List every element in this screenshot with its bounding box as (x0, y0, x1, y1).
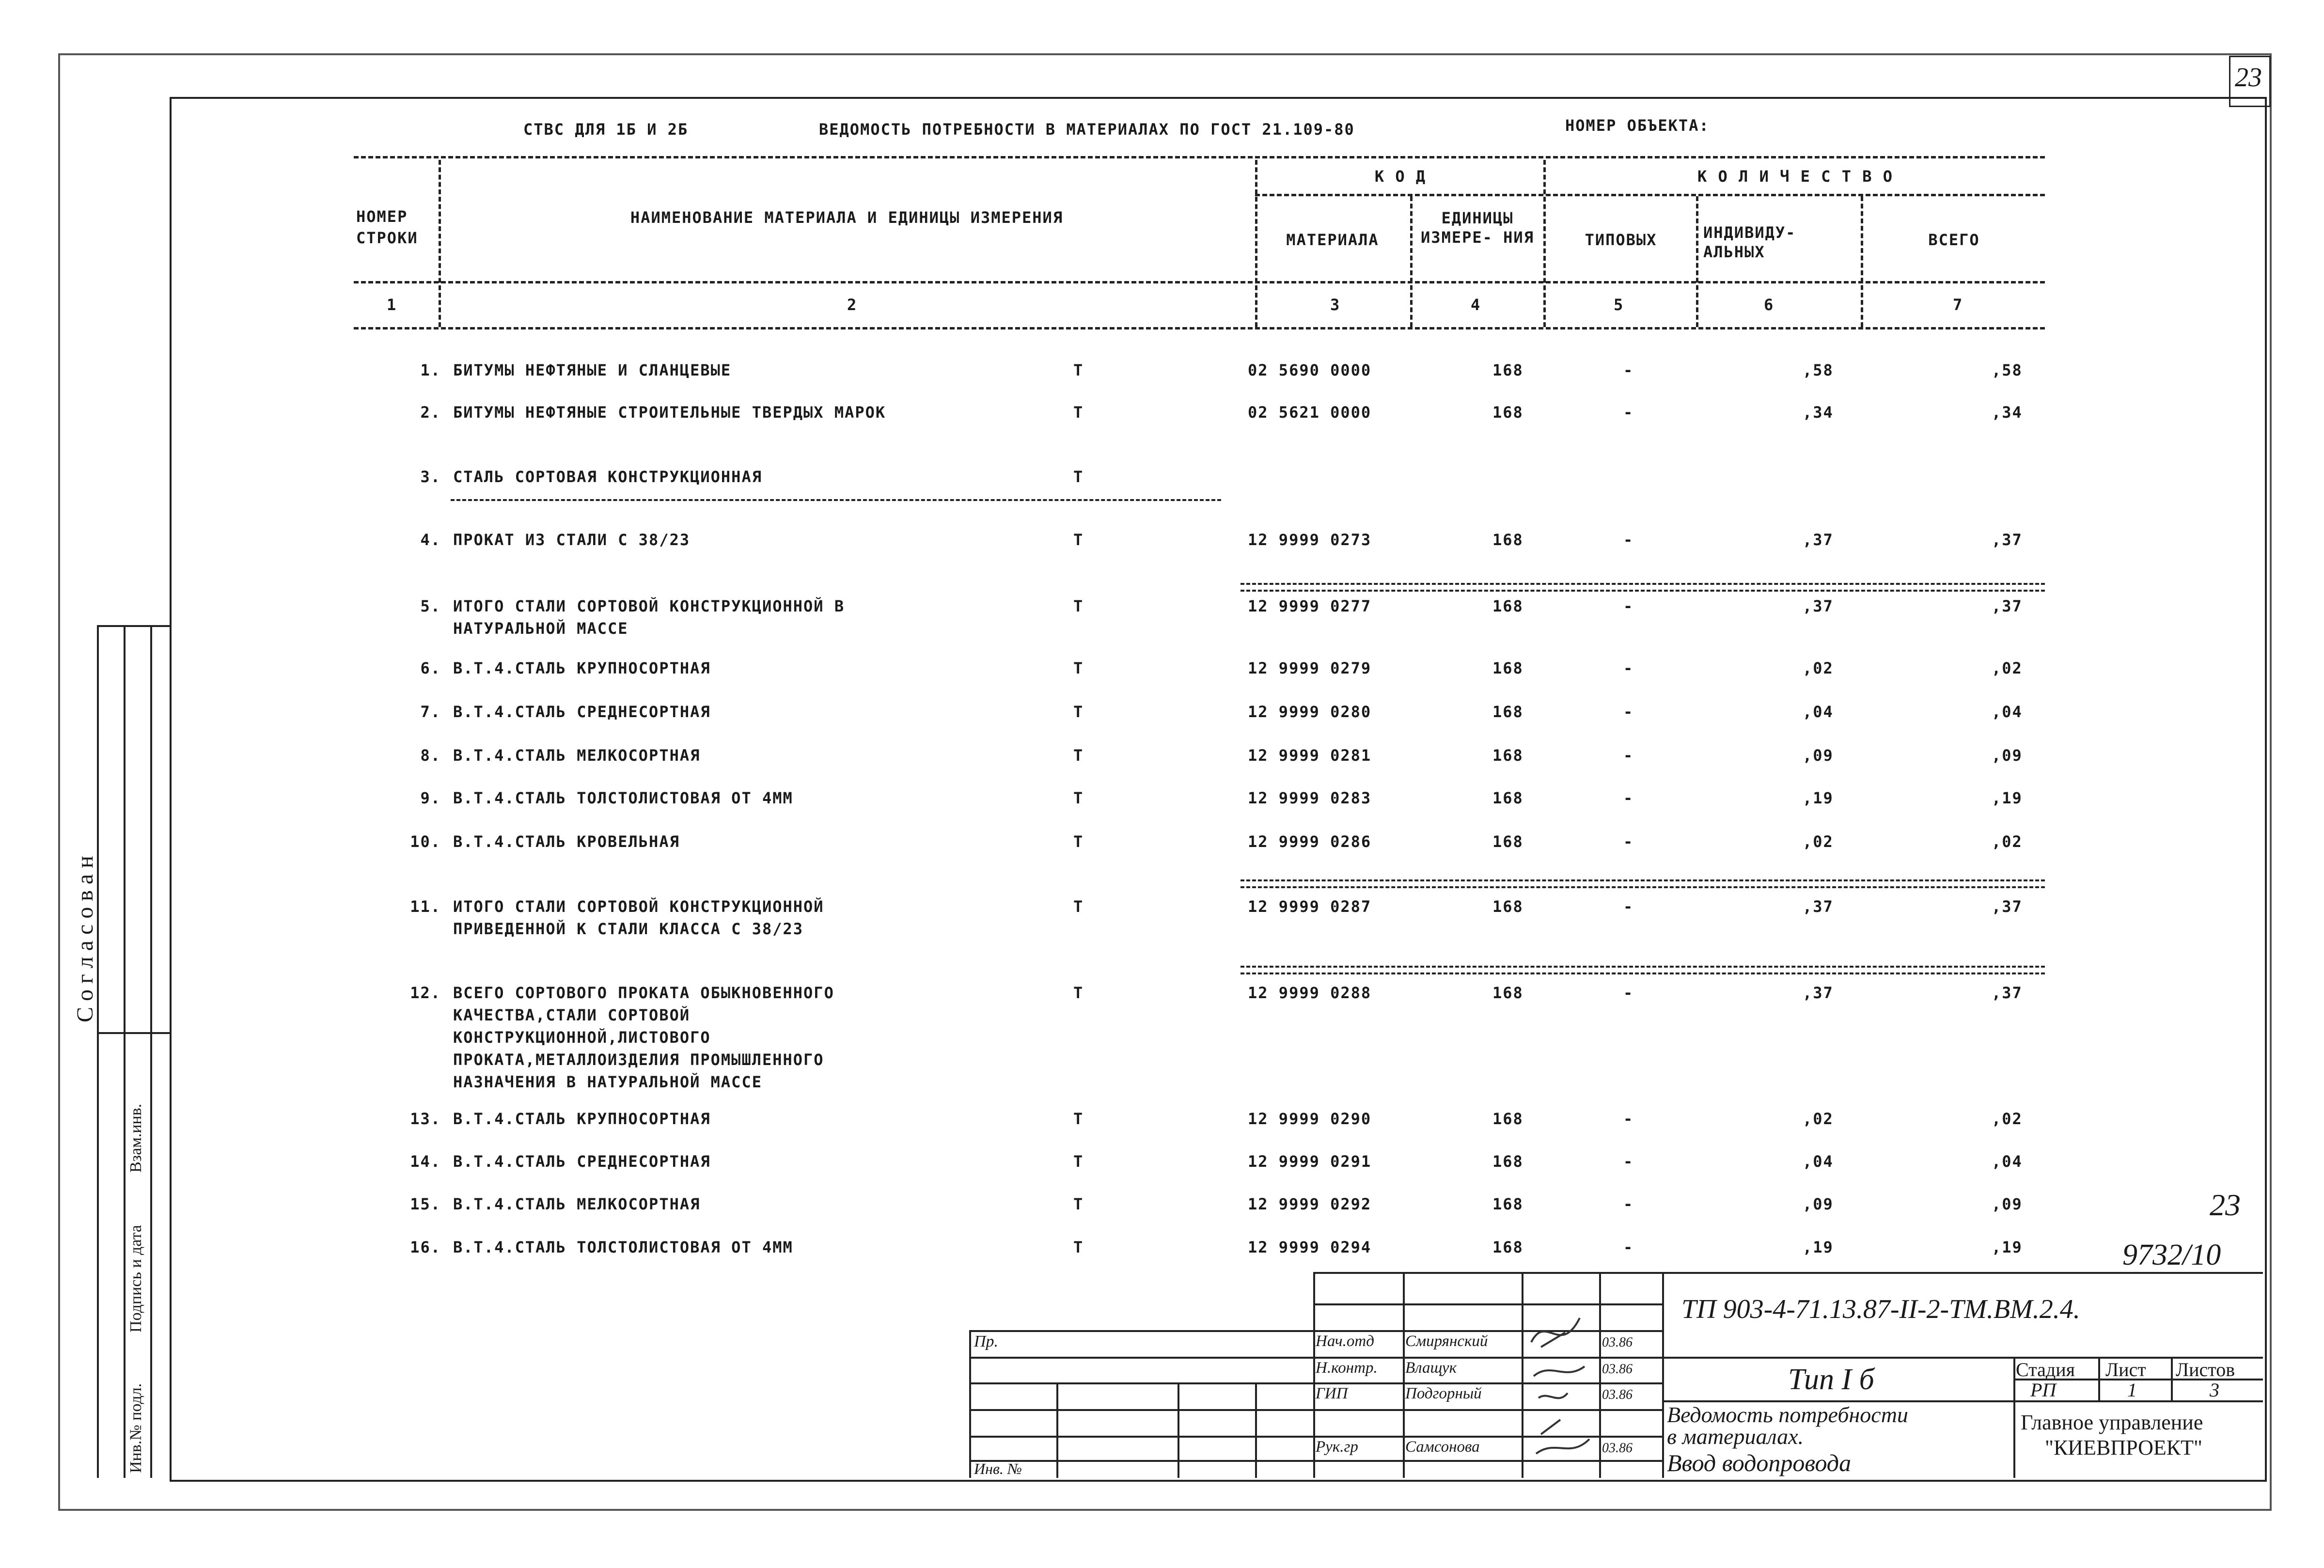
stamp-role-2: Н.контр. (1316, 1359, 1378, 1377)
col-num-2: 2 (847, 296, 858, 314)
row-unit-letter: Т (1073, 597, 1084, 615)
row-number: 14. (410, 1152, 441, 1171)
side-agreed-label: С о г л а с о в а н (72, 856, 98, 1022)
stamp-sheets-value: 3 (2210, 1379, 2219, 1401)
row-material-code: 02 5621 0000 (1248, 403, 1372, 422)
row-name-line: В.Т.4.СТАЛЬ КРУПНОСОРТНАЯ (453, 659, 711, 677)
row-typical: - (1623, 1152, 1634, 1171)
row-typical: - (1623, 746, 1634, 765)
row-name-line: ВСЕГО СОРТОВОГО ПРОКАТА ОБЫКНОВЕННОГО (453, 984, 834, 1002)
header-left: СТВС ДЛЯ 1Б И 2Б (523, 120, 689, 139)
col-individual-header: ИНДИВИДУ- АЛЬНЫХ (1703, 223, 1796, 261)
page-number: 23 (2235, 63, 2262, 93)
total-sep-11 (1241, 879, 2045, 888)
row-typical: - (1623, 703, 1634, 721)
row-total: ,37 (1992, 597, 2023, 615)
row-number: 9. (420, 789, 441, 807)
row-material-code: 12 9999 0286 (1248, 832, 1372, 851)
stamp-stage-value: РП (2030, 1379, 2057, 1401)
row-individual: ,02 (1803, 1110, 1834, 1128)
signature-4 (1536, 1420, 1589, 1454)
row-individual: ,37 (1803, 897, 1834, 916)
code-group-line (1255, 194, 2045, 196)
row-unit-letter: Т (1073, 746, 1084, 765)
stamp-v9 (2013, 1357, 2015, 1478)
stamp-inv-label: Инв. № (974, 1460, 1022, 1477)
side-sign-label: Подпись и дата (127, 1225, 145, 1333)
row-typical: - (1623, 984, 1634, 1002)
col-typical-header: ТИПОВЫХ (1585, 231, 1657, 249)
stamp-row-a (1313, 1303, 1662, 1305)
row-number: 2. (420, 403, 441, 422)
side-inv-label: Инв.№ подл. (127, 1383, 145, 1473)
row-typical: - (1623, 1238, 1634, 1256)
row-unit-letter: Т (1073, 1110, 1084, 1128)
row-total: ,04 (1992, 1152, 2023, 1171)
row-number: 12. (410, 984, 441, 1002)
row-name-line: КАЧЕСТВА,СТАЛИ СОРТОВОЙ (453, 1006, 691, 1024)
signature-3 (1539, 1393, 1568, 1398)
col-material-header: МАТЕРИАЛА (1286, 231, 1379, 249)
row-unit-letter: Т (1073, 789, 1084, 807)
stamp-name-1: Смирянский (1405, 1333, 1488, 1350)
row-number: 5. (420, 597, 441, 615)
row-material-code: 12 9999 0281 (1248, 746, 1372, 765)
col-num-5: 5 (1614, 296, 1624, 314)
row-number: 16. (410, 1238, 441, 1256)
row-material-code: 12 9999 0294 (1248, 1238, 1372, 1256)
row-typical: - (1623, 1195, 1634, 1213)
header-object-label: НОМЕР ОБЪЕКТА: (1565, 116, 1710, 135)
row-unit-code: 168 (1492, 1110, 1523, 1128)
row-name-line: ПРОКАТА,МЕТАЛЛОИЗДЕЛИЯ ПРОМЫШЛЕННОГО (453, 1051, 824, 1069)
row-unit-code: 168 (1492, 597, 1523, 615)
row-unit-code: 168 (1492, 897, 1523, 916)
stamp-sheet-header: Лист (2105, 1359, 2146, 1380)
row-total: ,37 (1992, 531, 2023, 549)
side-strip-top (97, 625, 170, 627)
row-total: ,02 (1992, 659, 2023, 677)
stamp-top (1313, 1272, 2263, 1274)
row-typical: - (1623, 832, 1634, 851)
row-individual: ,02 (1803, 832, 1834, 851)
margin-sheet-note: 23 (2210, 1188, 2241, 1222)
row-number: 1. (420, 361, 441, 379)
row-total: ,04 (1992, 703, 2023, 721)
col-total-header: ВСЕГО (1928, 231, 1980, 249)
row-typical: - (1623, 897, 1634, 916)
row-material-code: 12 9999 0292 (1248, 1195, 1372, 1213)
stamp-name-2: Влащук (1405, 1359, 1457, 1377)
row-material-code: 12 9999 0288 (1248, 984, 1372, 1002)
row-name-line: КОНСТРУКЦИОННОЙ,ЛИСТОВОГО (453, 1028, 711, 1047)
row-individual: ,19 (1803, 789, 1834, 807)
stamp-title-line-1: Ведомость потребности (1667, 1402, 1908, 1427)
stamp-date-3: 03.86 (1602, 1387, 1633, 1402)
stamp-title-line-2: в материалах. (1667, 1424, 1804, 1449)
margin-number-note: 9732/10 (2122, 1239, 2221, 1271)
col-num-4: 4 (1471, 296, 1481, 314)
stamp-org-line-2: "КИЕВПРОЕКТ" (2045, 1436, 2202, 1459)
stamp-v3 (1255, 1382, 1257, 1478)
row-individual: ,09 (1803, 746, 1834, 765)
stamp-v8 (1662, 1272, 1664, 1478)
stamp-role-1: Нач.отд (1316, 1333, 1374, 1350)
side-strip-line-2 (124, 625, 126, 1478)
row-material-code: 12 9999 0287 (1248, 897, 1372, 916)
row-individual: ,37 (1803, 597, 1834, 615)
col-sep-3 (1410, 196, 1413, 327)
stamp-v7 (1599, 1272, 1601, 1478)
row-material-code: 12 9999 0273 (1248, 531, 1372, 549)
signature-1 (1531, 1318, 1580, 1347)
side-strip-line-3 (150, 625, 152, 1478)
stamp-name-4: Самсонова (1405, 1438, 1480, 1456)
row-total: ,34 (1992, 403, 2023, 422)
row-individual: ,37 (1803, 984, 1834, 1002)
row-unit-code: 168 (1492, 746, 1523, 765)
row-typical: - (1623, 597, 1634, 615)
row-individual: ,37 (1803, 531, 1834, 549)
stamp-org-line-1: Главное управление (2021, 1411, 2203, 1434)
row-unit-letter: Т (1073, 468, 1084, 486)
stamp-doc-code: ТП 903-4-71.13.87-II-2-ТМ.ВМ.2.4. (1681, 1294, 2080, 1324)
total-sep-5 (1241, 583, 2045, 592)
stamp-date-2: 03.86 (1602, 1362, 1633, 1377)
stamp-v4 (1313, 1272, 1315, 1478)
total-sep-12 (1241, 966, 2045, 974)
row-total: ,02 (1992, 1110, 2023, 1128)
row-unit-letter: Т (1073, 1238, 1084, 1256)
col-sep-6 (1861, 196, 1863, 327)
col-num-6: 6 (1764, 296, 1774, 314)
row-name-line: В.Т.4.СТАЛЬ СРЕДНЕСОРТНАЯ (453, 1152, 711, 1171)
row-total: ,19 (1992, 789, 2023, 807)
stamp-date-1: 03.86 (1602, 1335, 1633, 1350)
row-individual: ,34 (1803, 403, 1834, 422)
stamp-type: Тип I б (1788, 1363, 1874, 1396)
stamp-role-4: Рук.гр (1316, 1438, 1358, 1456)
row-individual: ,04 (1803, 703, 1834, 721)
col-code-group-header: К О Д (1374, 167, 1427, 186)
row-name-line: ИТОГО СТАЛИ СОРТОВОЙ КОНСТРУКЦИОННОЙ В (453, 597, 845, 615)
row-number: 15. (410, 1195, 441, 1213)
numbers-bottom-line (354, 327, 2045, 329)
row-unit-letter: Т (1073, 1152, 1084, 1171)
row-name-line: В.Т.4.СТАЛЬ СРЕДНЕСОРТНАЯ (453, 703, 711, 721)
stamp-v10 (2098, 1357, 2100, 1400)
row-total: ,02 (1992, 832, 2023, 851)
signatures (1522, 1274, 1599, 1478)
col-num-1: 1 (387, 296, 397, 314)
row-name-line: В.Т.4.СТАЛЬ МЕЛКОСОРТНАЯ (453, 1195, 701, 1213)
stamp-date-4: 03.86 (1602, 1441, 1633, 1456)
row-individual: ,02 (1803, 659, 1834, 677)
row-total: ,58 (1992, 361, 2023, 379)
row-number: 13. (410, 1110, 441, 1128)
row-unit-code: 168 (1492, 403, 1523, 422)
row-name-line: ПРОКАТ ИЗ СТАЛИ С 38/23 (453, 531, 691, 549)
row-name-line: БИТУМЫ НЕФТЯНЫЕ СТРОИТЕЛЬНЫЕ ТВЕРДЫХ МАРОК (453, 403, 886, 422)
row-number: 8. (420, 746, 441, 765)
row-name-line: ПРИВЕДЕННОЙ К СТАЛИ КЛАССА С 38/23 (453, 920, 804, 938)
row-unit-code: 168 (1492, 531, 1523, 549)
stamp-pr-label: Пр. (974, 1333, 999, 1350)
col-unit-header: ЕДИНИЦЫ ИЗМЕРЕ- НИЯ (1421, 209, 1534, 247)
stamp-role-3: ГИП (1316, 1385, 1348, 1402)
row-number: 7. (420, 703, 441, 721)
row-individual: ,04 (1803, 1152, 1834, 1171)
row-material-code: 12 9999 0279 (1248, 659, 1372, 677)
col-row-no-header: НОМЕР СТРОКИ (356, 207, 418, 247)
row-unit-code: 168 (1492, 659, 1523, 677)
row-name-line: В.Т.4.СТАЛЬ КРУПНОСОРТНАЯ (453, 1110, 711, 1128)
table-top-line (354, 156, 2045, 158)
stamp-v11 (2171, 1357, 2173, 1400)
row-unit-code: 168 (1492, 832, 1523, 851)
col-num-7: 7 (1953, 296, 1963, 314)
row-unit-code: 168 (1492, 789, 1523, 807)
row-typical: - (1623, 361, 1634, 379)
side-strip-line-1 (97, 625, 99, 1478)
row-typical: - (1623, 531, 1634, 549)
row-typical: - (1623, 403, 1634, 422)
row-typical: - (1623, 659, 1634, 677)
row-number: 11. (410, 897, 441, 916)
row-name-line: НАЗНАЧЕНИЯ В НАТУРАЛЬНОЙ МАССЕ (453, 1073, 762, 1091)
row-typical: - (1623, 789, 1634, 807)
col-sep-5 (1696, 196, 1698, 327)
row-name-line: В.Т.4.СТАЛЬ ТОЛСТОЛИСТОВАЯ ОТ 4ММ (453, 1238, 793, 1256)
row-unit-letter: Т (1073, 897, 1084, 916)
row-total: ,37 (1992, 984, 2023, 1002)
row-material-code: 12 9999 0277 (1248, 597, 1372, 615)
row-unit-code: 168 (1492, 361, 1523, 379)
col-name-header: НАИМЕНОВАНИЕ МАТЕРИАЛА И ЕДИНИЦЫ ИЗМЕРЕНИЯ (630, 208, 1064, 227)
col-sep-1 (439, 160, 441, 327)
row-material-code: 12 9999 0280 (1248, 703, 1372, 721)
row-name-line: СТАЛЬ СОРТОВАЯ КОНСТРУКЦИОННАЯ (453, 468, 762, 486)
side-strip-sep (97, 1032, 170, 1034)
row-name-line: В.Т.4.СТАЛЬ КРОВЕЛЬНАЯ (453, 832, 680, 851)
row-unit-letter: Т (1073, 403, 1084, 422)
signature-2 (1534, 1366, 1585, 1376)
row-unit-letter: Т (1073, 703, 1084, 721)
header-title: ВЕДОМОСТЬ ПОТРЕБНОСТИ В МАТЕРИАЛАХ ПО ГОСТ 21.109-80 (819, 120, 1355, 139)
row-unit-code: 168 (1492, 1152, 1523, 1171)
section-sep-steel (451, 499, 1221, 501)
row-individual: ,58 (1803, 361, 1834, 379)
row-total: ,09 (1992, 1195, 2023, 1213)
stamp-stage-header: Стадия (2016, 1359, 2075, 1380)
row-unit-code: 168 (1492, 984, 1523, 1002)
row-unit-letter: Т (1073, 361, 1084, 379)
row-name-line: НАТУРАЛЬНОЙ МАССЕ (453, 619, 628, 638)
row-individual: ,09 (1803, 1195, 1834, 1213)
row-number: 10. (410, 832, 441, 851)
row-unit-letter: Т (1073, 832, 1084, 851)
stamp-v2 (1178, 1382, 1179, 1478)
row-total: ,19 (1992, 1238, 2023, 1256)
stamp-v1 (1056, 1382, 1058, 1478)
row-name-line: БИТУМЫ НЕФТЯНЫЕ И СЛАНЦЕВЫЕ (453, 361, 732, 379)
row-unit-letter: Т (1073, 531, 1084, 549)
row-unit-code: 168 (1492, 703, 1523, 721)
row-material-code: 12 9999 0291 (1248, 1152, 1372, 1171)
row-unit-letter: Т (1073, 659, 1084, 677)
row-unit-code: 168 (1492, 1195, 1523, 1213)
row-total: ,09 (1992, 746, 2023, 765)
row-typical: - (1623, 1110, 1634, 1128)
row-material-code: 12 9999 0290 (1248, 1110, 1372, 1128)
header-bottom-line (354, 281, 2045, 283)
stamp-sheets-header: Листов (2176, 1359, 2235, 1380)
row-number: 6. (420, 659, 441, 677)
row-unit-letter: Т (1073, 1195, 1084, 1213)
stamp-name-3: Подгорный (1405, 1385, 1482, 1402)
row-name-line: ИТОГО СТАЛИ СОРТОВОЙ КОНСТРУКЦИОННОЙ (453, 897, 824, 916)
col-num-3: 3 (1330, 296, 1341, 314)
stamp-title-line-3: Ввод водопровода (1667, 1449, 1852, 1476)
stamp-v0 (969, 1330, 971, 1478)
row-material-code: 02 5690 0000 (1248, 361, 1372, 379)
row-number: 3. (420, 468, 441, 486)
row-unit-code: 168 (1492, 1238, 1523, 1256)
row-individual: ,19 (1803, 1238, 1834, 1256)
row-material-code: 12 9999 0283 (1248, 789, 1372, 807)
row-name-line: В.Т.4.СТАЛЬ МЕЛКОСОРТНАЯ (453, 746, 701, 765)
side-vzam-label: Взам.инв. (127, 1103, 145, 1173)
row-unit-letter: Т (1073, 984, 1084, 1002)
stamp-v5 (1403, 1272, 1405, 1478)
row-total: ,37 (1992, 897, 2023, 916)
stamp-sheet-value: 1 (2127, 1379, 2137, 1401)
row-number: 4. (420, 531, 441, 549)
row-name-line: В.Т.4.СТАЛЬ ТОЛСТОЛИСТОВАЯ ОТ 4ММ (453, 789, 793, 807)
col-qty-group-header: К О Л И Ч Е С Т В О (1697, 167, 1894, 186)
